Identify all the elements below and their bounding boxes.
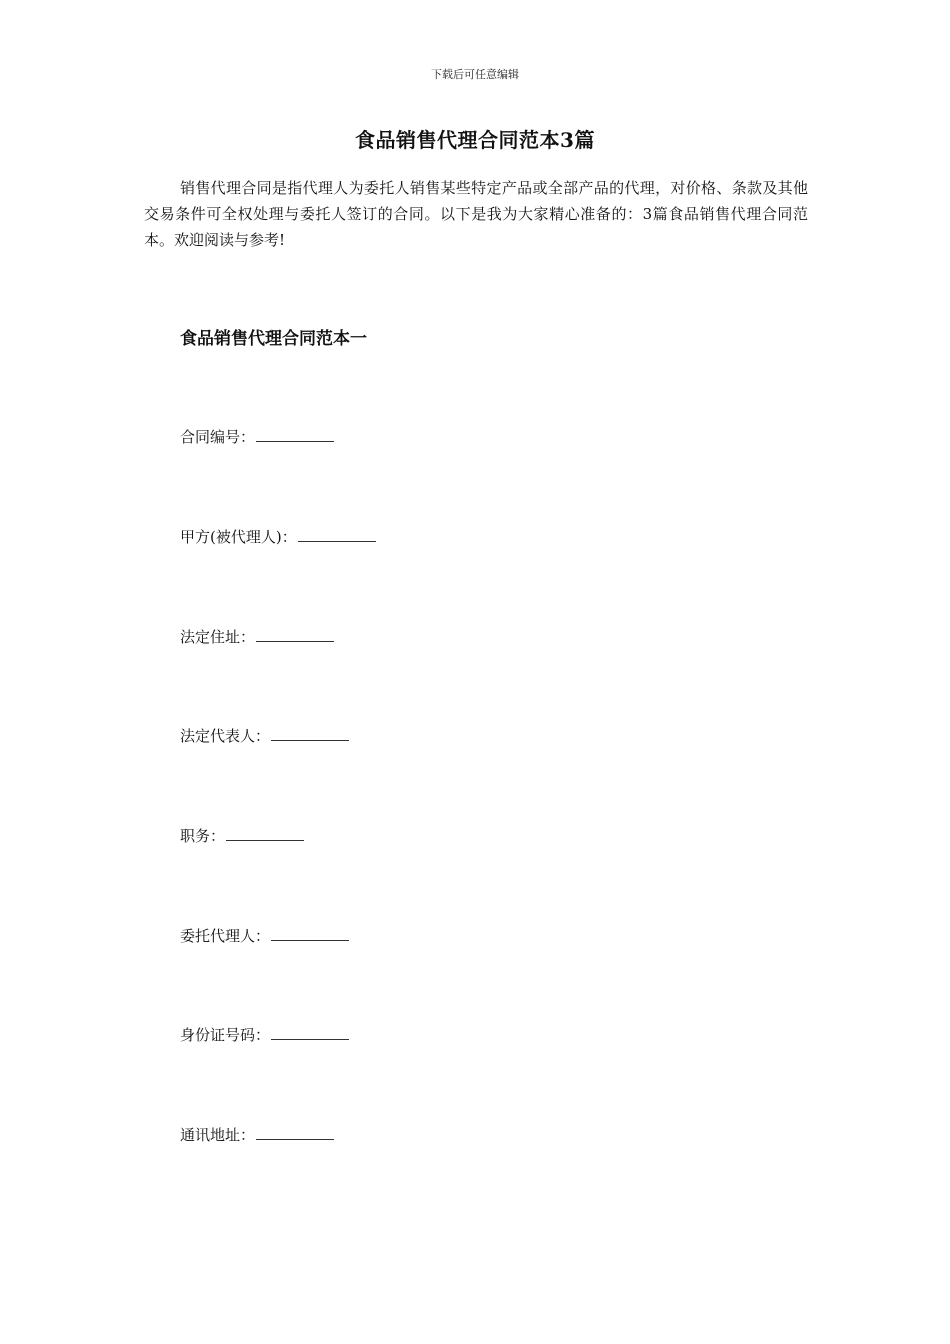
fill-blank (271, 1025, 349, 1040)
field-label: 法定住址： (180, 628, 256, 646)
field-legal-representative (180, 725, 349, 746)
field-authorized-agent (180, 925, 349, 946)
fill-blank (256, 627, 334, 642)
fill-blank (298, 527, 376, 542)
fill-blank (226, 826, 304, 841)
field-party-a (180, 526, 376, 547)
document-title: 食品销售代理合同范本3篇 (355, 128, 595, 152)
field-label: 职务： (180, 827, 226, 845)
field-mailing-address (180, 1124, 334, 1145)
fill-blank (256, 1125, 334, 1140)
section-heading: 食品销售代理合同范本一 (180, 329, 367, 349)
field-position (180, 825, 304, 846)
field-label: 通讯地址： (180, 1126, 256, 1144)
fill-blank (256, 427, 334, 442)
field-legal-address (180, 626, 334, 647)
field-label: 委托代理人： (180, 927, 271, 945)
field-label: 合同编号： (180, 428, 256, 446)
intro-paragraph: 销售代理合同是指代理人为委托人销售某些特定产品或全部产品的代理，对价格、条款及其他交易条件可全权处理与委托人签订的合同。以下是我为大家精心准备的：3篇食品销售代理合同范本。欢迎阅读与参考! (144, 179, 808, 249)
field-contract-number (180, 426, 334, 447)
fill-blank (271, 926, 349, 941)
field-label: 法定代表人： (180, 727, 271, 745)
field-id-number (180, 1024, 349, 1045)
field-label: 甲方(被代理人)： (180, 528, 297, 546)
fill-blank (271, 726, 349, 741)
field-label: 身份证号码： (180, 1026, 271, 1044)
header-note: 下载后可任意编辑 (431, 68, 519, 81)
